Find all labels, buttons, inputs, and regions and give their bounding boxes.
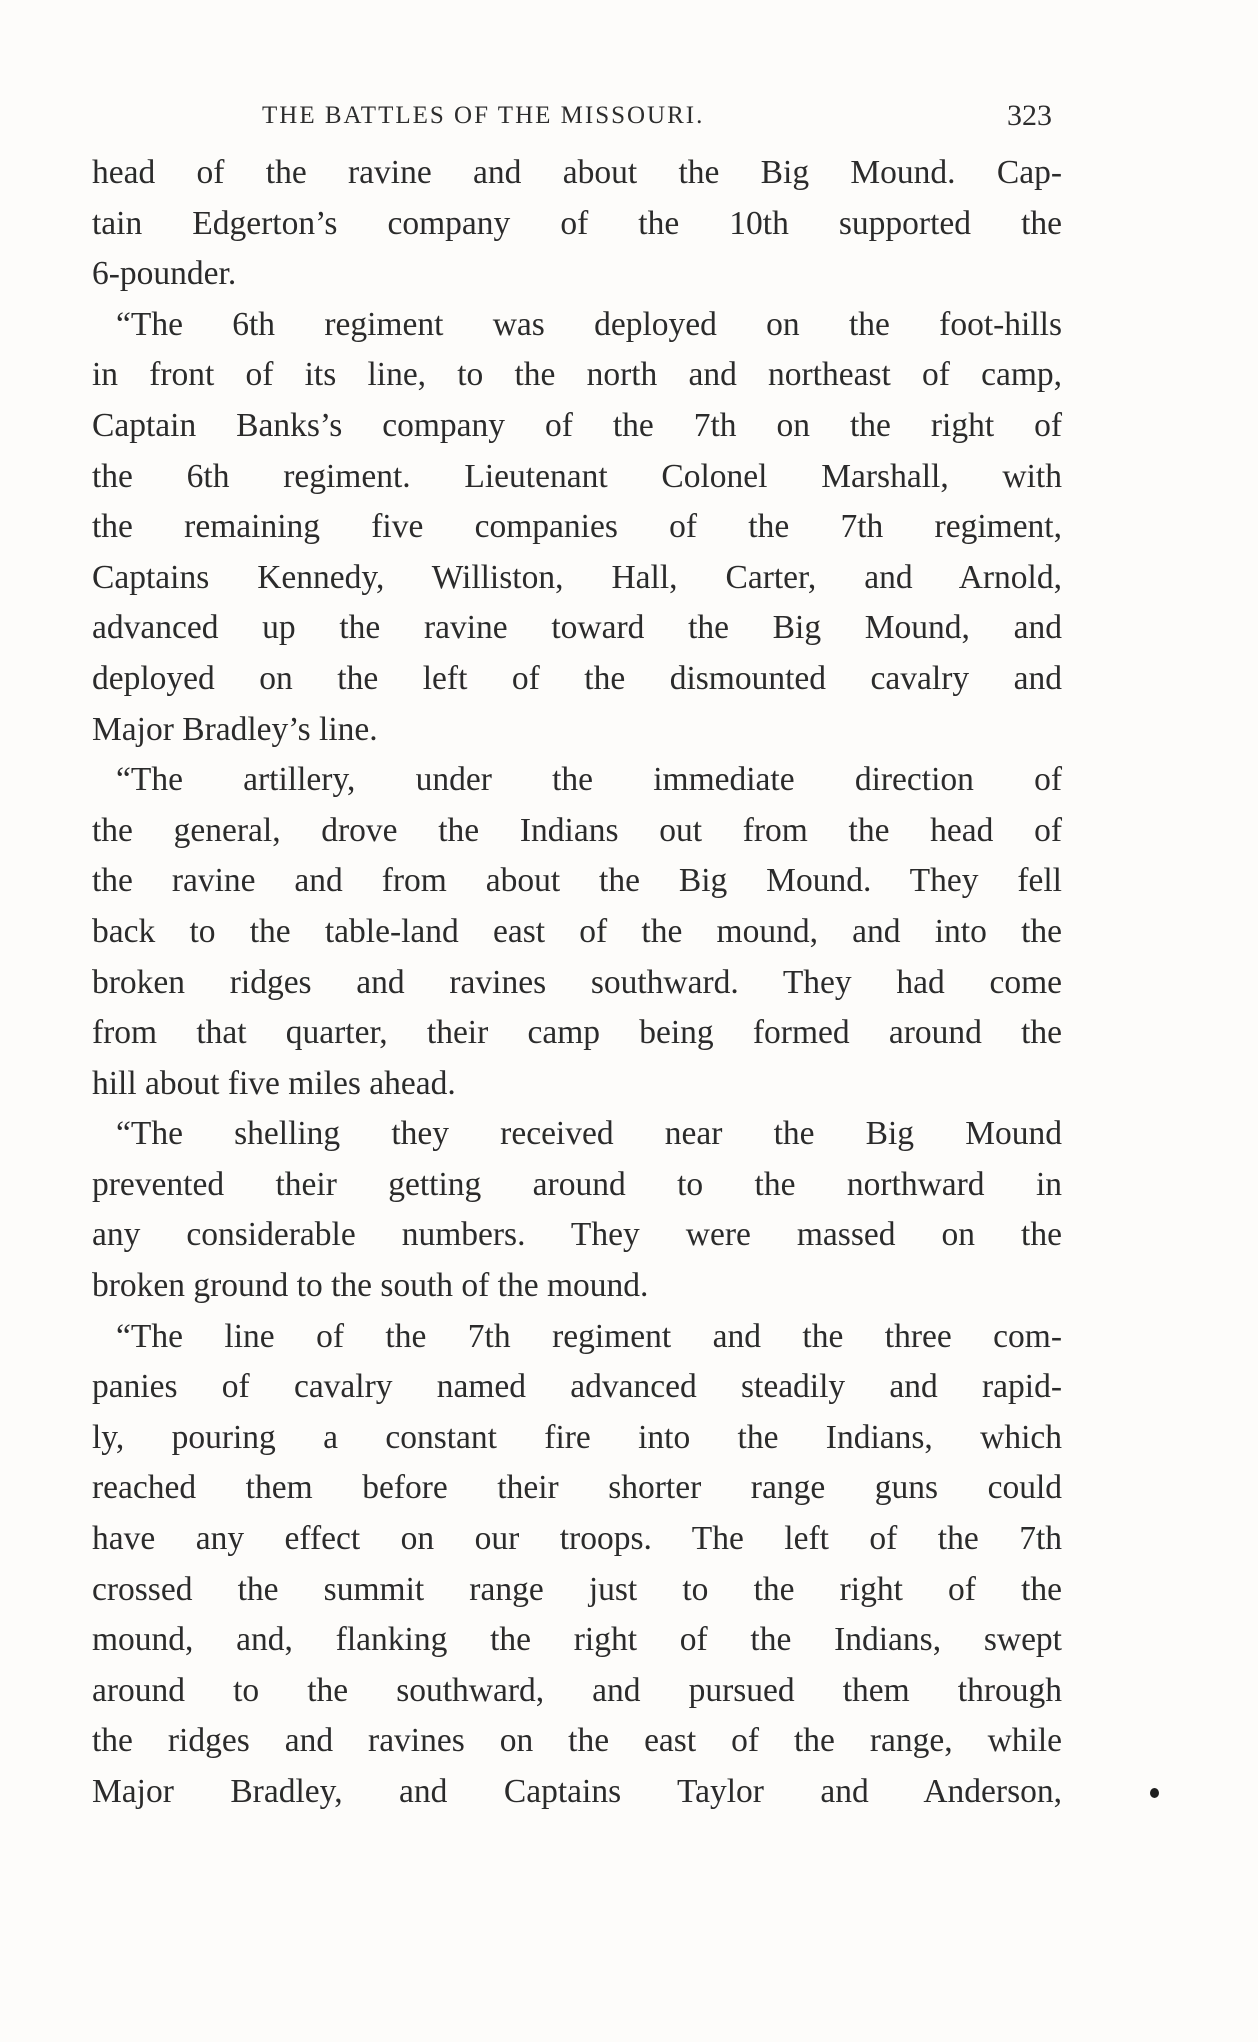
ink-speck — [1150, 1788, 1159, 1798]
running-head — [92, 96, 1062, 136]
text-line: Major Bradley’s line. — [92, 710, 378, 748]
text-line: the general, drove the Indians out from the head of — [92, 811, 1062, 849]
page-number: 323 — [1007, 99, 1052, 132]
text-line: reached them before their shorter range guns could — [92, 1469, 1062, 1507]
text-line: broken ridges and ravines southward. They had come — [92, 963, 1062, 1001]
text-line: back to the table-land east of the mound, and into the — [92, 912, 1062, 950]
text-line: Major Bradley, and Captains Taylor and Anderson, — [92, 1773, 1062, 1810]
body-text — [92, 148, 1062, 1818]
text-line: deployed on the left of the dismounted cavalry and — [92, 659, 1062, 697]
text-line: “The artillery, under the immediate direction of — [116, 761, 1062, 799]
text-line: prevented their getting around to the northward in — [92, 1165, 1062, 1203]
text-line: the 6th regiment. Lieutenant Colonel Marshall, with — [92, 457, 1062, 495]
text-line: mound, and, flanking the right of the Indians, swept — [92, 1621, 1062, 1659]
text-line: any considerable numbers. They were massed on the — [92, 1216, 1062, 1254]
text-line: ly, pouring a constant fire into the Indians, which — [92, 1418, 1062, 1456]
text-line: in front of its line, to the north and northeast of camp, — [92, 356, 1062, 394]
text-line: from that quarter, their camp being formed around the — [92, 1014, 1062, 1052]
text-line: broken ground to the south of the mound. — [92, 1267, 649, 1305]
text-line: “The 6th regiment was deployed on the foot-hills — [116, 305, 1062, 343]
text-line: panies of cavalry named advanced steadily and rapid- — [92, 1368, 1062, 1406]
running-title: THE BATTLES OF THE MISSOURI. — [262, 102, 705, 129]
text-line: “The shelling they received near the Big Mound — [116, 1115, 1062, 1153]
text-line: advanced up the ravine toward the Big Mound, and — [92, 609, 1062, 647]
text-line: crossed the summit range just to the right of the — [92, 1570, 1062, 1608]
text-line: the ravine and from about the Big Mound. They fell — [92, 862, 1062, 900]
text-line: hill about five miles ahead. — [92, 1064, 456, 1102]
text-line: Captain Banks’s company of the 7th on the right of — [92, 406, 1062, 444]
text-line: the remaining five companies of the 7th regiment, — [92, 508, 1062, 546]
text-line: around to the southward, and pursued them through — [92, 1671, 1062, 1709]
text-line: Captains Kennedy, Williston, Hall, Carter, and Arnold, — [92, 558, 1062, 596]
text-line: “The line of the 7th regiment and the three com- — [116, 1317, 1062, 1355]
text-line: tain Edgerton’s company of the 10th supported the — [92, 204, 1062, 242]
text-line: have any effect on our troops. The left of the 7th — [92, 1520, 1062, 1558]
text-line: the ridges and ravines on the east of the range, while — [92, 1722, 1062, 1760]
text-line: 6-pounder. — [92, 255, 237, 293]
text-line: head of the ravine and about the Big Mound. Cap- — [92, 154, 1062, 191]
